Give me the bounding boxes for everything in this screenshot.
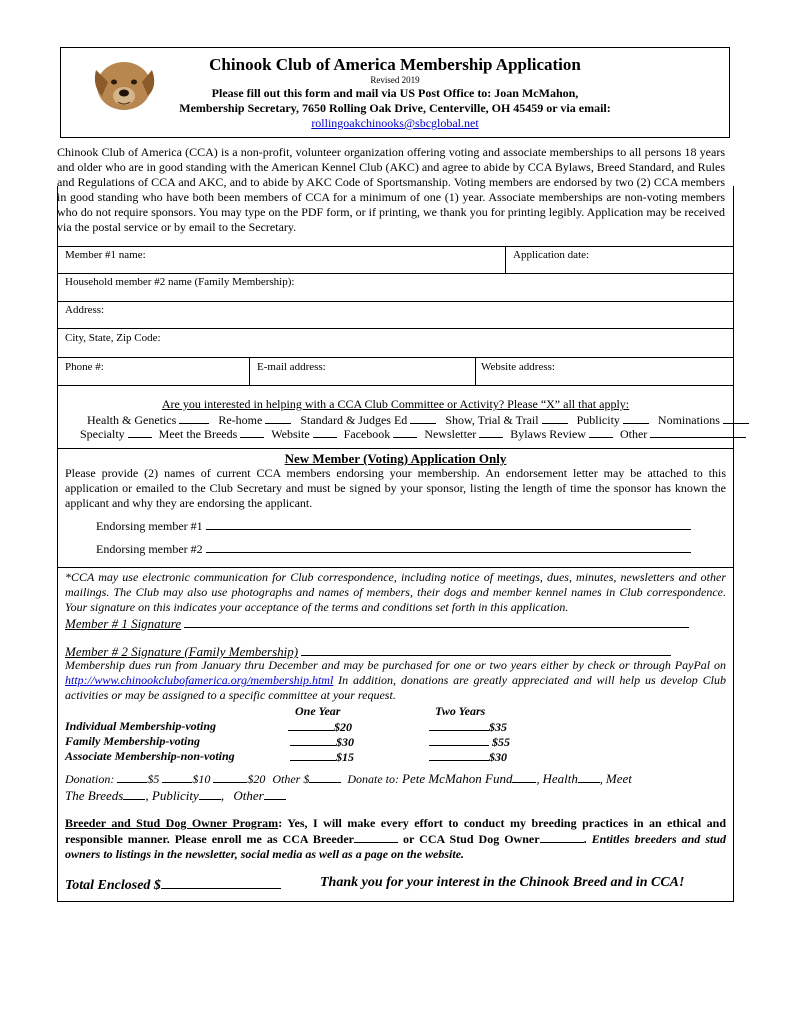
dues-col-one-year: One Year — [295, 704, 341, 718]
dues-family-one-price: $30 — [336, 735, 354, 749]
donation-5: $5 — [147, 772, 160, 786]
committee-nominations-box[interactable] — [723, 412, 749, 424]
email-field[interactable]: E-mail address: — [257, 361, 326, 373]
breeder-box[interactable] — [354, 831, 398, 843]
signature1-label: Member # 1 Signature — [65, 616, 182, 631]
thank-you: Thank you for your interest in the Chinook Breed and in CCA! — [320, 875, 685, 890]
donate-fund: Pete McMahon Fund — [402, 771, 513, 786]
committee-other: Other — [619, 427, 648, 441]
donation-20: $20 — [247, 772, 266, 786]
total-enclosed-label: Total Enclosed $ — [65, 878, 161, 893]
membership-link[interactable]: http://www.chinookclubofamerica.org/membership.html — [65, 673, 334, 687]
committee-other-box[interactable] — [650, 426, 746, 438]
dues-text-post: In addition, donations are greatly appreciated and will help us develop Club activities or may be assigned to a specific committee at your request. — [65, 673, 726, 702]
signature2-label: Member # 2 Signature (Family Membership) — [65, 644, 299, 659]
mail-instructions-line2: Membership Secretary, 7650 Rolling Oak Drive, Centerville, OH 45459 or via email: — [179, 101, 611, 115]
donation-10-box[interactable] — [162, 771, 192, 783]
donation-10: $10 — [192, 772, 211, 786]
breeder-text2: or CCA Stud Dog Owner — [398, 832, 540, 846]
email-line — [60, 116, 730, 131]
donation-other: Other $ — [272, 772, 310, 786]
committee-specialty-box[interactable] — [128, 426, 152, 438]
committee-health-box[interactable] — [179, 412, 209, 424]
breeder-program — [65, 816, 726, 862]
donation-row2: The Breeds , Publicity , Other — [65, 788, 286, 804]
committee-health: Health & Genetics — [87, 413, 177, 427]
committee-show-box[interactable] — [542, 412, 568, 424]
breeder-program-title: Breeder and Stud Dog Owner Program — [65, 816, 279, 830]
donation-5-box[interactable] — [117, 771, 147, 783]
committee-rehome-box[interactable] — [265, 412, 291, 424]
committee-facebook: Facebook — [343, 427, 391, 441]
revised-note: Revised 2019 — [370, 75, 420, 85]
website-field[interactable]: Website address: — [481, 361, 555, 373]
dues-associate-two[interactable] — [429, 749, 507, 765]
dues-family-two[interactable] — [429, 734, 510, 750]
intro-paragraph: Chinook Club of America (CCA) is a non-profit, volunteer organization offering voting and associate memberships to all persons 18 years and older who are in good standing with the American Kennel Club (AKC) and agree to abide by CCA Bylaws, Breed Standard, and Rules and Regulations of CCA and AKC, and to abide by AKC Code of Sportsmanship. Voting members are endorsed by two (2) CCA members in good standing who have both been members of CCA for a minimum of one (1) year. Associate memberships are non-voting members who do not require sponsors. You may type on the PDF form, or if printing, we thank you for printing legibly. Application may be received via the postal service or by email to the Secretary. — [57, 145, 725, 234]
application-date-field[interactable]: Application date: — [513, 249, 590, 261]
secretary-email-link[interactable]: rollingoakchinooks@sbcglobal.net — [311, 116, 479, 130]
committee-bylaws-box[interactable] — [589, 426, 613, 438]
dues-associate-two-price: $30 — [489, 750, 507, 764]
committee-bylaws: Bylaws Review — [510, 427, 586, 441]
committee-question: Are you interested in helping with a CCA Club Committee or Activity? Please “X” all that apply: — [161, 397, 630, 411]
committee-show: Show, Trial & Trail — [445, 413, 539, 427]
phone-field[interactable]: Phone #: — [65, 361, 104, 373]
new-member-title: New Member (Voting) Application Only — [284, 451, 507, 466]
donate-to-label: Donate to: — [347, 772, 399, 786]
dues-associate-one[interactable] — [290, 749, 354, 765]
donation-20-box[interactable] — [213, 771, 247, 783]
household-member-field[interactable]: Household member #2 name (Family Membership): — [65, 276, 295, 288]
dues-individual-two-price: $35 — [489, 720, 507, 734]
donation-row1: Donation: $5 $10 $20 Other $ Donate to: Pete McMahon Fund , Health , Meet — [65, 771, 632, 786]
donate-breeds: The Breeds — [65, 788, 124, 803]
donation-other-box[interactable] — [309, 771, 341, 783]
signature1-field[interactable] — [184, 614, 689, 628]
donate-publicity: Publicity — [151, 788, 199, 803]
terms-text: *CCA may use electronic communication for Club correspondence, including notice of meetings, dues, minutes, newsletters and other mailings. The Club may also use photographs and names of members, their dogs and member kennel names in Club correspondence. Your signature on this indicates your acceptance of the terms and conditions set forth in this application. — [65, 570, 726, 614]
total-enclosed-field[interactable] — [161, 875, 281, 889]
donation-label: Donation: — [65, 772, 115, 786]
member1-name-field[interactable]: Member #1 name: — [65, 249, 146, 261]
dues-individual-two[interactable] — [429, 719, 507, 735]
donate-health: Health — [542, 771, 578, 786]
endorsing-member1-row — [96, 518, 691, 534]
committee-row2 — [80, 426, 746, 442]
committee-publicity-box[interactable] — [623, 412, 649, 424]
dues-family-two-price: $55 — [489, 735, 510, 749]
dues-col-two-years: Two Years — [435, 704, 486, 718]
new-member-text: Please provide (2) names of current CCA members endorsing your membership. An endorsement letter may be attached to this application or emailed to the Club Secretary and must be signed by your sponsor, listing the length of time the sponsor has known the applicant and why they are endorsing the applicant. — [65, 466, 726, 510]
dues-text-pre: Membership dues run from January thru December and may be purchased for one or two years either by check or through PayPal on — [65, 658, 726, 672]
committee-meet-breeds: Meet the Breeds — [158, 427, 238, 441]
stud-owner-box[interactable] — [540, 831, 584, 843]
committee-standard: Standard & Judges Ed — [300, 413, 408, 427]
dues-text — [65, 658, 726, 703]
breeder-text1: : Yes, I will make every effort to conduct my breeding practices in an ethical and responsible manner. Please enroll me as CCA Breeder — [65, 816, 726, 846]
committee-newsletter-box[interactable] — [479, 426, 503, 438]
committee-nominations: Nominations — [657, 413, 720, 427]
committee-facebook-box[interactable] — [393, 426, 417, 438]
mail-instructions-line1: Please fill out this form and mail via US Post Office to: Joan McMahon, — [211, 86, 579, 100]
dues-row-associate: Associate Membership-non-voting — [65, 749, 235, 763]
committee-publicity: Publicity — [576, 413, 620, 427]
breeder-text4: Entitles breeders and stud owners to listings in the newsletter, social media as well as a page on the website. — [65, 832, 726, 861]
address-field[interactable]: Address: — [65, 304, 105, 316]
dues-family-one[interactable] — [290, 734, 354, 750]
endorsing-member1-label: Endorsing member #1 — [96, 519, 203, 533]
dues-individual-one[interactable] — [288, 719, 352, 735]
endorsing-member2-label: Endorsing member #2 — [96, 542, 203, 556]
committee-specialty: Specialty — [80, 427, 125, 441]
dues-associate-one-price: $15 — [336, 750, 354, 764]
signature1-row — [65, 614, 689, 632]
committee-website: Website — [271, 427, 310, 441]
donate-health-box[interactable] — [578, 771, 600, 783]
donate-publicity-box[interactable] — [199, 788, 221, 800]
endorsing-member2-field[interactable] — [206, 541, 691, 553]
dues-row-family: Family Membership-voting — [65, 734, 200, 748]
committee-meet-breeds-box[interactable] — [240, 426, 264, 438]
donate-breeds-box[interactable] — [123, 788, 145, 800]
committee-standard-box[interactable] — [410, 412, 436, 424]
total-enclosed — [65, 875, 281, 894]
endorsing-member1-field[interactable] — [206, 518, 691, 530]
signature2-field[interactable] — [301, 642, 671, 656]
donate-meet: Meet — [605, 771, 632, 786]
committee-rehome: Re-home — [218, 413, 263, 427]
donate-fund-box[interactable] — [512, 771, 536, 783]
breeder-text3: . — [583, 832, 592, 846]
committee-website-box[interactable] — [313, 426, 337, 438]
form-title: Chinook Club of America Membership Application — [209, 55, 581, 74]
donate-other: Other — [233, 788, 264, 803]
city-state-zip-field[interactable]: City, State, Zip Code: — [65, 332, 161, 344]
dues-individual-one-price: $20 — [334, 720, 352, 734]
committee-newsletter: Newsletter — [424, 427, 477, 441]
endorsing-member2-row — [96, 541, 691, 557]
donate-other-box[interactable] — [264, 788, 286, 800]
dues-row-individual: Individual Membership-voting — [65, 719, 217, 733]
